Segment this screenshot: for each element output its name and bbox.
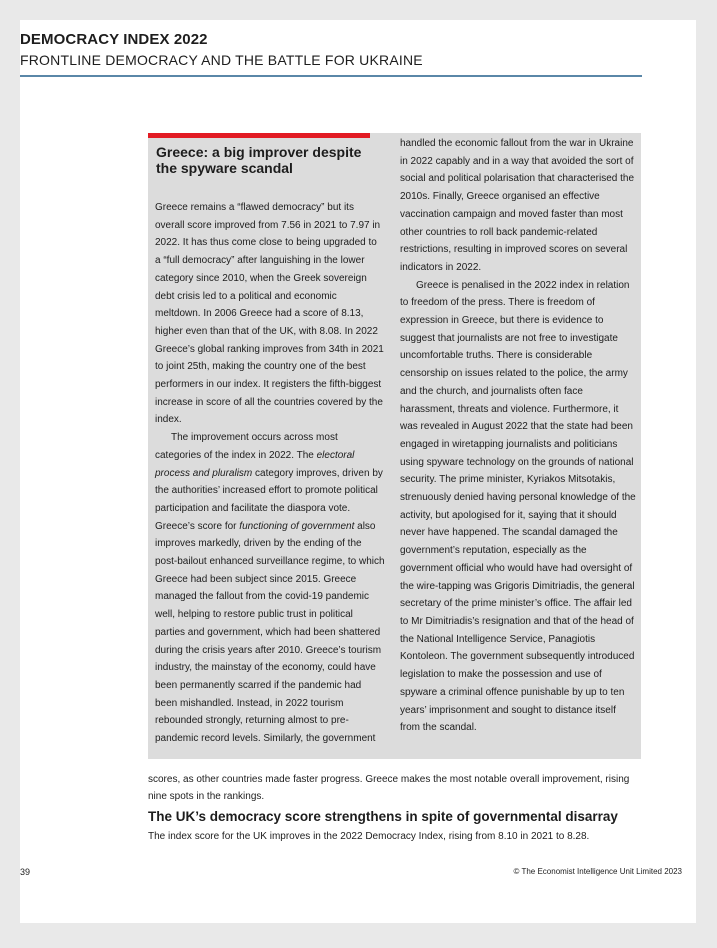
box-title: Greece: a big improver despite the spyware scandal [156, 144, 362, 176]
box-left-column [155, 199, 385, 748]
report-subtitle: FRONTLINE DEMOCRACY AND THE BATTLE FOR UKRAINE [20, 52, 423, 68]
emphasis-text: functioning of government [239, 520, 355, 532]
section-text: The index score for the UK improves in the 2022 Democracy Index, rising from 8.10 in 2021 to 8.28. [148, 831, 590, 842]
box-paragraph-3: handled the economic fallout from the war in Ukraine in 2022 capably and in a way that avoided the sort of social and political polarisation that characterised the 2010s. Finally, Greece organised an effective vaccination campaign and moved faster than most other countries to roll back pandemic-related restrictions, resulting in improved scores on several indicators in 2022. [400, 138, 635, 273]
body-continuation: scores, as other countries made faster progress. Greece makes the most notable overall improvement, rising nine spots in the rankings. [148, 774, 630, 802]
report-title: DEMOCRACY INDEX 2022 [20, 31, 208, 48]
header-divider [20, 75, 642, 77]
paragraph-text: category improves, driven by the authorities’ increased effort to promote political participation and facilitate the diaspora vote. Greece’s score for [155, 467, 383, 532]
copyright-notice: © The Economist Intelligence Unit Limited 2023 [513, 867, 682, 876]
page-number: 39 [20, 867, 31, 877]
paragraph-text: The improvement occurs across most categories of the index in 2022. The [155, 432, 338, 461]
section-subheading: The UK’s democracy score strengthens in spite of governmental disarray [148, 809, 618, 824]
emphasis-text: electoral process and pluralism [155, 449, 355, 479]
box-paragraph-1: Greece remains a “flawed democracy” but its overall score improved from 7.56 in 2021 to 7.97 in 2022. It has thus come close to being upgraded to a “full democracy” after languishing in the lower category since 2010, when the Greek sovereign debt crisis led to a political and economic meltdown. In 2006 Greece had a score of 8.13, higher even than that of the UK, with 8.08. In 2022 Greece’s global ranking improves from 34th in 2021 to joint 25th, making the country one of the best performers in our index. It registers the fifth-biggest increase in score of all the countries covered by the index. [155, 202, 384, 426]
paragraph-text: also improves markedly, driven by the ending of the post-bailout enhanced surveillance regime, to which Greece had been subject since 2015. Greece managed the fallout from the covid-19 pandemic well, helping to restore public trust in political parties and government, which had been shattered during the crisis years after 2010. Greece’s tourism industry, the mainstay of the economy, could have been permanently scarred if the pandemic had been mishandled. Instead, in 2022 tourism rebounded strongly, returning almost to pre-pandemic record levels. Similarly, the government [155, 520, 385, 745]
box-paragraph-2 [155, 429, 385, 748]
box-right-column [400, 135, 636, 737]
box-accent-bar [148, 133, 370, 138]
box-paragraph-4: Greece is penalised in the 2022 index in relation to freedom of the press. There is freedom of expression in Greece, but there is evidence to suggest that journalists are not free to investigate uncomfortable truths. There is considerable censorship on issues related to the police, the army and the church, and journalists often face harassment, threats and violence. Furthermore, it was revealed in August 2022 that the state had been engaged in wiretapping journalists and politicians using spyware technology on the grounds of national security. The prime minister, Kyriakos Mitsotakis, strenuously denied having personal knowledge of the activity, but apologised for it, saying that it should never have happened. The scandal damaged the government’s reputation, especially as the government official who would have had oversight of the wire-tapping was Grigoris Dimitriadis, the general secretary of the prime minister’s office. The affair led to Mr Dimitriadis’s resignation and that of the head of the National Intelligence Service, Panagiotis Kontoleon. The government subsequently introduced legislation to make the possession and use of spyware a criminal offence punishable by up to ten years’ imprisonment and sought to distance itself from the scandal. [400, 279, 636, 734]
